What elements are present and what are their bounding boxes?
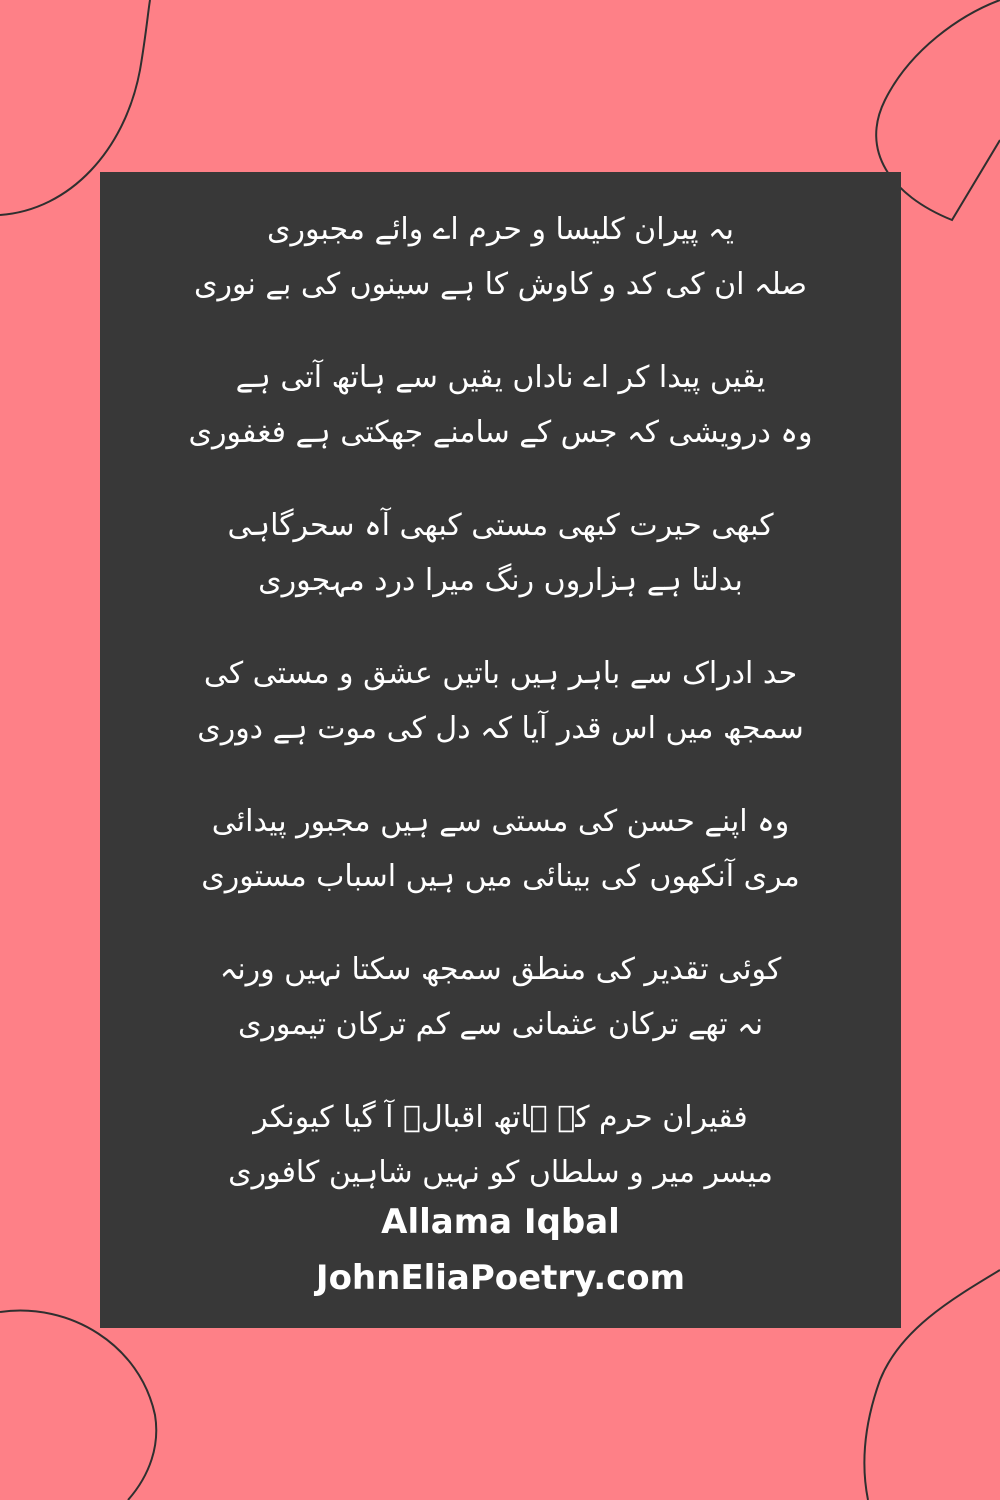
verse-line: نہ تھے ترکان عثمانی سے کم ترکان تیموری (237, 1007, 764, 1042)
verse-line: حد ادراک سے باہر ہیں باتیں عشق و مستی کی (203, 656, 798, 691)
verse-line: بدلتا ہے ہزاروں رنگ میرا درد مہجوری (258, 563, 743, 598)
verse-line: سمجھ میں اس قدر آیا کہ دل کی موت ہے دوری (197, 711, 804, 746)
website-name: JohnEliaPoetry.com (315, 1258, 686, 1298)
verse-line: میسر میر و سلطاں کو نہیں شاہین کافوری (228, 1155, 773, 1190)
verse-line: کبھی حیرت کبھی مستی کبھی آہ سحرگاہی (227, 508, 774, 543)
verse-line: یہ پیران کلیسا و حرم اے وائے مجبوری (267, 212, 734, 247)
stanza (100, 794, 901, 904)
poem-text (100, 202, 901, 1238)
stanza (100, 202, 901, 312)
author-name: Allama Iqbal (381, 1202, 620, 1242)
stanza (100, 1090, 901, 1200)
stanza (100, 498, 901, 608)
stanza (100, 646, 901, 756)
credits (100, 1194, 901, 1306)
verse-line: فقیران حرم کے ہاتھ اقبالؔ آ گیا کیونکر (253, 1100, 748, 1135)
stanza (100, 350, 901, 460)
verse-line: وہ اپنے حسن کی مستی سے ہیں مجبور پیدائی (211, 804, 790, 839)
verse-line: صلہ ان کی کد و کاوش کا ہے سینوں کی بے نوری (194, 267, 807, 302)
stanza (100, 942, 901, 1052)
verse-line: مری آنکھوں کی بینائی میں ہیں اسباب مستوری (201, 859, 800, 894)
poem-panel (100, 172, 901, 1328)
verse-line: یقیں پیدا کر اے ناداں یقیں سے ہاتھ آتی ہے (235, 360, 766, 395)
verse-line: کوئی تقدیر کی منطق سمجھ سکتا نہیں ورنہ (219, 952, 782, 987)
verse-line: وہ درویشی کہ جس کے سامنے جھکتی ہے فغفوری (188, 415, 813, 450)
